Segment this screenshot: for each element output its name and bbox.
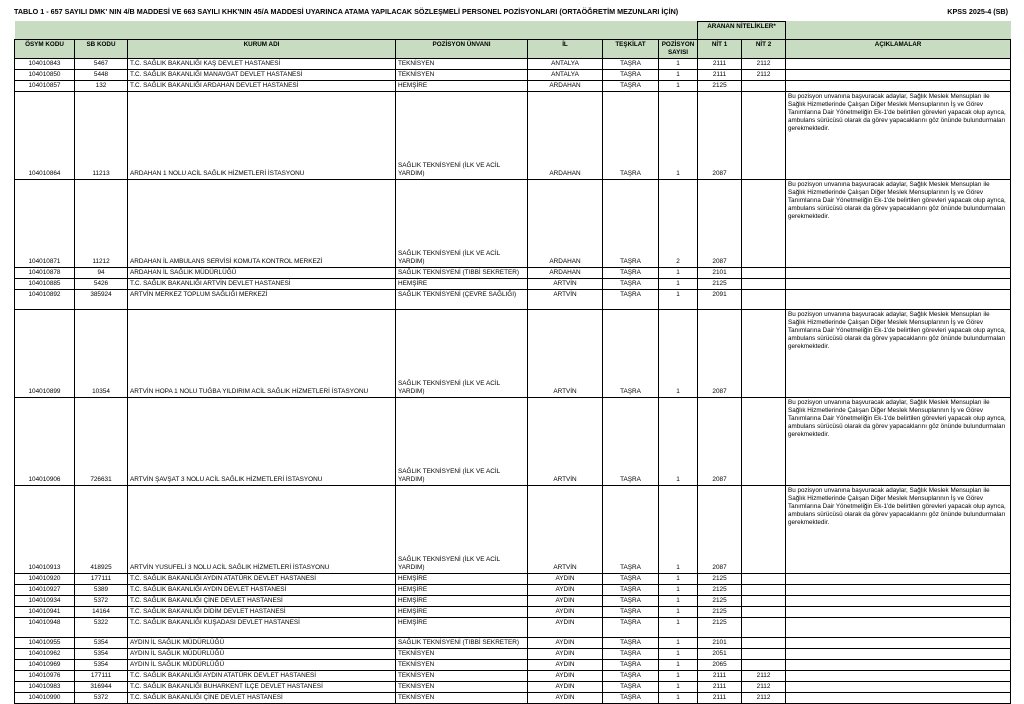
cell-aciklamalar	[786, 618, 1011, 638]
cell-il: ARDAHAN	[528, 81, 603, 92]
cell-sb-kodu: 5354	[75, 649, 128, 660]
cell-il: ARTVİN	[528, 398, 603, 486]
cell-aciklamalar	[786, 268, 1011, 279]
cell-il: ANTALYA	[528, 70, 603, 81]
cell-sb-kodu: 5467	[75, 59, 128, 70]
cell-kurum-adi: T.C. SAĞLIK BAKANLIĞI BUHARKENT İLÇE DEVLET HASTANESİ	[128, 682, 396, 693]
cell-sb-kodu: 5354	[75, 638, 128, 649]
cell-nit-2: 2112	[742, 682, 786, 693]
cell-nit-1: 2125	[698, 607, 742, 618]
cell-il: ANTALYA	[528, 59, 603, 70]
cell-aciklamalar	[786, 59, 1011, 70]
cell-osym-kodu: 104010892	[15, 290, 75, 310]
cell-nit-1: 2111	[698, 671, 742, 682]
cell-nit-1: 2125	[698, 585, 742, 596]
col-aciklamalar: AÇIKLAMALAR	[786, 40, 1011, 59]
cell-pozisyon-unvani: TEKNİSYEN	[396, 649, 528, 660]
table-row	[15, 574, 1011, 585]
cell-teskilat: TAŞRA	[603, 585, 659, 596]
table-row	[15, 486, 1011, 574]
cell-pozisyon-sayisi: 1	[659, 638, 698, 649]
cell-nit-1: 2087	[698, 398, 742, 486]
col-sb-kodu: SB KODU	[75, 40, 128, 59]
cell-osym-kodu: 104010899	[15, 310, 75, 398]
cell-teskilat: TAŞRA	[603, 660, 659, 671]
cell-pozisyon-unvani: SAĞLIK TEKNİSYENİ (İLK VE ACİL YARDIM)	[396, 92, 528, 180]
cell-pozisyon-sayisi: 1	[659, 671, 698, 682]
cell-nit-1: 2111	[698, 70, 742, 81]
cell-pozisyon-unvani: TEKNİSYEN	[396, 671, 528, 682]
cell-nit-2: 2112	[742, 70, 786, 81]
cell-il: AYDIN	[528, 671, 603, 682]
cell-nit-2	[742, 596, 786, 607]
cell-teskilat: TAŞRA	[603, 310, 659, 398]
cell-kurum-adi: T.C. SAĞLIK BAKANLIĞI AYDIN DEVLET HASTANESİ	[128, 585, 396, 596]
col-pozisyon-sayisi: POZİSYON SAYISI	[659, 40, 698, 59]
col-nit-1: NİT 1	[698, 40, 742, 59]
cell-nit-1: 2111	[698, 59, 742, 70]
cell-teskilat: TAŞRA	[603, 92, 659, 180]
cell-kurum-adi: ARTVİN MERKEZ TOPLUM SAĞLIĞI MERKEZİ	[128, 290, 396, 310]
cell-osym-kodu: 104010885	[15, 279, 75, 290]
cell-osym-kodu: 104010871	[15, 180, 75, 268]
cell-sb-kodu: 5354	[75, 660, 128, 671]
cell-kurum-adi: AYDIN İL SAĞLIK MÜDÜRLÜĞÜ	[128, 649, 396, 660]
cell-aciklamalar	[786, 649, 1011, 660]
cell-aciklamalar	[786, 671, 1011, 682]
cell-aciklamalar	[786, 290, 1011, 310]
cell-pozisyon-sayisi: 1	[659, 310, 698, 398]
cell-pozisyon-sayisi: 1	[659, 70, 698, 81]
cell-aciklamalar	[786, 638, 1011, 649]
cell-osym-kodu: 104010990	[15, 693, 75, 704]
cell-il: AYDIN	[528, 638, 603, 649]
cell-il: AYDIN	[528, 607, 603, 618]
col-il: İL	[528, 40, 603, 59]
cell-nit-2	[742, 486, 786, 574]
cell-nit-1: 2087	[698, 310, 742, 398]
col-osym-kodu: ÖSYM KODU	[15, 40, 75, 59]
cell-nit-2	[742, 290, 786, 310]
cell-aciklamalar	[786, 660, 1011, 671]
table-row	[15, 660, 1011, 671]
table-row	[15, 596, 1011, 607]
cell-il: ARTVİN	[528, 290, 603, 310]
cell-aciklamalar	[786, 585, 1011, 596]
cell-il: AYDIN	[528, 693, 603, 704]
exam-code: KPSS 2025-4 (SB)	[947, 7, 1008, 16]
cell-pozisyon-sayisi: 1	[659, 607, 698, 618]
cell-kurum-adi: AYDIN İL SAĞLIK MÜDÜRLÜĞÜ	[128, 638, 396, 649]
cell-kurum-adi: T.C. SAĞLIK BAKANLIĞI AYDIN ATATÜRK DEVLET HASTANESİ	[128, 574, 396, 585]
cell-aciklamalar	[786, 279, 1011, 290]
cell-kurum-adi: ARDAHAN 1 NOLU ACİL SAĞLIK HİZMETLERİ İSTASYONU	[128, 92, 396, 180]
cell-il: ARTVİN	[528, 310, 603, 398]
cell-nit-2	[742, 81, 786, 92]
cell-pozisyon-sayisi: 1	[659, 596, 698, 607]
cell-pozisyon-unvani: TEKNİSYEN	[396, 682, 528, 693]
cell-nit-1: 2125	[698, 81, 742, 92]
cell-kurum-adi: ARDAHAN İL AMBULANS SERVİSİ KOMUTA KONTROL MERKEZİ	[128, 180, 396, 268]
cell-pozisyon-unvani: TEKNİSYEN	[396, 660, 528, 671]
cell-pozisyon-unvani: SAĞLIK TEKNİSYENİ (İLK VE ACİL YARDIM)	[396, 180, 528, 268]
cell-kurum-adi: T.C. SAĞLIK BAKANLIĞI ÇİNE DEVLET HASTANESİ	[128, 693, 396, 704]
cell-osym-kodu: 104010955	[15, 638, 75, 649]
cell-kurum-adi: ARDAHAN İL SAĞLIK MÜDÜRLÜĞÜ	[128, 268, 396, 279]
cell-sb-kodu: 14164	[75, 607, 128, 618]
cell-aciklamalar	[786, 693, 1011, 704]
cell-nit-2: 2112	[742, 59, 786, 70]
cell-pozisyon-sayisi: 1	[659, 279, 698, 290]
cell-sb-kodu: 177111	[75, 574, 128, 585]
cell-aciklamalar: Bu pozisyon unvanına başvuracak adaylar, Sağlık Meslek Mensupları ile Sağlık Hizmetlerinde Çalışan Diğer Meslek Mensuplarının İş ve Görev Tanımlarına Dair Yönetmeliğin Ek-1'de belirtilen görevleri yapacak olup ayrıca, ambulans sürücüsü olarak da görev yapacaklarını göz önünde bulundurmaları gerekmektedir.	[786, 398, 1011, 486]
cell-sb-kodu: 5426	[75, 279, 128, 290]
cell-nit-2	[742, 638, 786, 649]
cell-teskilat: TAŞRA	[603, 290, 659, 310]
cell-pozisyon-sayisi: 1	[659, 574, 698, 585]
cell-pozisyon-unvani: TEKNİSYEN	[396, 693, 528, 704]
table-row	[15, 638, 1011, 649]
cell-nit-2	[742, 649, 786, 660]
cell-pozisyon-sayisi: 1	[659, 92, 698, 180]
cell-il: AYDIN	[528, 682, 603, 693]
table-body	[15, 59, 1011, 704]
cell-il: ARDAHAN	[528, 180, 603, 268]
page-title: TABLO 1 - 657 SAYILI DMK' NIN 4/B MADDESİ VE 663 SAYILI KHK'NIN 45/A MADDESİ UYARINCA ATAMA YAPILACAK SÖZLEŞMELİ PERSONEL POZİSYONLARI (ORTAÖĞRETİM MEZUNLARI İÇİN)	[14, 7, 679, 16]
cell-pozisyon-sayisi: 1	[659, 81, 698, 92]
cell-nit-2	[742, 180, 786, 268]
table-row	[15, 70, 1011, 81]
cell-nit-1: 2125	[698, 596, 742, 607]
cell-pozisyon-sayisi: 1	[659, 398, 698, 486]
cell-pozisyon-unvani: TEKNİSYEN	[396, 70, 528, 81]
cell-osym-kodu: 104010969	[15, 660, 75, 671]
cell-nit-2	[742, 607, 786, 618]
cell-aciklamalar	[786, 607, 1011, 618]
cell-osym-kodu: 104010920	[15, 574, 75, 585]
cell-kurum-adi: ARTVİN HOPA 1 NOLU TUĞBA YILDIRIM ACİL SAĞLIK HİZMETLERİ İSTASYONU	[128, 310, 396, 398]
cell-nit-2	[742, 585, 786, 596]
cell-il: AYDIN	[528, 596, 603, 607]
cell-teskilat: TAŞRA	[603, 268, 659, 279]
group-header-filler	[15, 21, 698, 40]
cell-sb-kodu: 5389	[75, 585, 128, 596]
cell-aciklamalar	[786, 596, 1011, 607]
cell-teskilat: TAŞRA	[603, 59, 659, 70]
cell-pozisyon-unvani: SAĞLIK TEKNİSYENİ (İLK VE ACİL YARDIM)	[396, 310, 528, 398]
cell-pozisyon-sayisi: 1	[659, 649, 698, 660]
table-row	[15, 180, 1011, 268]
cell-sb-kodu: 385924	[75, 290, 128, 310]
table-row	[15, 310, 1011, 398]
cell-kurum-adi: T.C. SAĞLIK BAKANLIĞI ARDAHAN DEVLET HASTANESİ	[128, 81, 396, 92]
cell-pozisyon-unvani: HEMŞİRE	[396, 618, 528, 638]
cell-teskilat: TAŞRA	[603, 649, 659, 660]
col-pozisyon-unvani: POZİSYON ÜNVANI	[396, 40, 528, 59]
cell-osym-kodu: 104010913	[15, 486, 75, 574]
cell-teskilat: TAŞRA	[603, 607, 659, 618]
cell-pozisyon-sayisi: 1	[659, 660, 698, 671]
cell-pozisyon-sayisi: 2	[659, 180, 698, 268]
cell-sb-kodu: 5322	[75, 618, 128, 638]
cell-teskilat: TAŞRA	[603, 398, 659, 486]
document-header	[14, 8, 1010, 17]
cell-nit-2: 2112	[742, 693, 786, 704]
table-row	[15, 585, 1011, 596]
cell-nit-2	[742, 618, 786, 638]
cell-il: AYDIN	[528, 649, 603, 660]
cell-nit-2	[742, 574, 786, 585]
cell-kurum-adi: AYDIN İL SAĞLIK MÜDÜRLÜĞÜ	[128, 660, 396, 671]
cell-nit-1: 2087	[698, 486, 742, 574]
cell-il: AYDIN	[528, 574, 603, 585]
cell-nit-1: 2065	[698, 660, 742, 671]
cell-pozisyon-unvani: HEMŞİRE	[396, 574, 528, 585]
cell-nit-1: 2051	[698, 649, 742, 660]
cell-il: ARDAHAN	[528, 268, 603, 279]
cell-teskilat: TAŞRA	[603, 682, 659, 693]
cell-osym-kodu: 104010878	[15, 268, 75, 279]
cell-osym-kodu: 104010934	[15, 596, 75, 607]
cell-nit-1: 2125	[698, 574, 742, 585]
cell-pozisyon-sayisi: 1	[659, 693, 698, 704]
table-row	[15, 290, 1011, 310]
cell-sb-kodu: 418925	[75, 486, 128, 574]
cell-nit-1: 2125	[698, 279, 742, 290]
cell-il: ARDAHAN	[528, 92, 603, 180]
cell-nit-2	[742, 279, 786, 290]
cell-osym-kodu: 104010962	[15, 649, 75, 660]
cell-teskilat: TAŞRA	[603, 638, 659, 649]
col-teskilat: TEŞKİLAT	[603, 40, 659, 59]
cell-sb-kodu: 5448	[75, 70, 128, 81]
cell-kurum-adi: T.C. SAĞLIK BAKANLIĞI MANAVGAT DEVLET HASTANESİ	[128, 70, 396, 81]
cell-pozisyon-unvani: HEMŞİRE	[396, 607, 528, 618]
cell-teskilat: TAŞRA	[603, 180, 659, 268]
cell-aciklamalar	[786, 574, 1011, 585]
cell-pozisyon-sayisi: 1	[659, 268, 698, 279]
table-row	[15, 649, 1011, 660]
cell-osym-kodu: 104010864	[15, 92, 75, 180]
table-row	[15, 92, 1011, 180]
cell-nit-2	[742, 268, 786, 279]
cell-sb-kodu: 10354	[75, 310, 128, 398]
cell-aciklamalar	[786, 682, 1011, 693]
cell-pozisyon-unvani: SAĞLIK TEKNİSYENİ (ÇEVRE SAĞLIĞI)	[396, 290, 528, 310]
cell-nit-1: 2111	[698, 693, 742, 704]
cell-nit-1: 2125	[698, 618, 742, 638]
cell-pozisyon-sayisi: 1	[659, 585, 698, 596]
cell-osym-kodu: 104010927	[15, 585, 75, 596]
cell-pozisyon-unvani: SAĞLIK TEKNİSYENİ (TIBBİ SEKRETER)	[396, 638, 528, 649]
cell-osym-kodu: 104010857	[15, 81, 75, 92]
cell-aciklamalar	[786, 81, 1011, 92]
cell-nit-2	[742, 660, 786, 671]
cell-nit-1: 2087	[698, 180, 742, 268]
cell-nit-1: 2091	[698, 290, 742, 310]
table-row	[15, 693, 1011, 704]
cell-nit-2	[742, 92, 786, 180]
cell-nit-1: 2101	[698, 638, 742, 649]
cell-nit-2	[742, 310, 786, 398]
table-row	[15, 618, 1011, 638]
cell-pozisyon-unvani: SAĞLIK TEKNİSYENİ (İLK VE ACİL YARDIM)	[396, 486, 528, 574]
cell-sb-kodu: 5372	[75, 693, 128, 704]
cell-kurum-adi: T.C. SAĞLIK BAKANLIĞI DİDİM DEVLET HASTANESİ	[128, 607, 396, 618]
cell-osym-kodu: 104010850	[15, 70, 75, 81]
cell-osym-kodu: 104010983	[15, 682, 75, 693]
table-row	[15, 682, 1011, 693]
cell-osym-kodu: 104010976	[15, 671, 75, 682]
group-header-aranan-nitelikler: ARANAN NİTELİKLER*	[698, 21, 786, 40]
cell-teskilat: TAŞRA	[603, 81, 659, 92]
cell-osym-kodu: 104010906	[15, 398, 75, 486]
cell-sb-kodu: 726631	[75, 398, 128, 486]
cell-pozisyon-unvani: HEMŞİRE	[396, 279, 528, 290]
cell-teskilat: TAŞRA	[603, 70, 659, 81]
cell-kurum-adi: ARTVİN ŞAVŞAT 3 NOLU ACİL SAĞLIK HİZMETLERİ İSTASYONU	[128, 398, 396, 486]
cell-pozisyon-unvani: SAĞLIK TEKNİSYENİ (TIBBİ SEKRETER)	[396, 268, 528, 279]
table-row	[15, 279, 1011, 290]
cell-aciklamalar: Bu pozisyon unvanına başvuracak adaylar, Sağlık Meslek Mensupları ile Sağlık Hizmetlerinde Çalışan Diğer Meslek Mensuplarının İş ve Görev Tanımlarına Dair Yönetmeliğin Ek-1'de belirtilen görevleri yapacak olup ayrıca, ambulans sürücüsü olarak da görev yapacaklarını göz önünde bulundurmaları gerekmektedir.	[786, 180, 1011, 268]
table-row	[15, 398, 1011, 486]
positions-table	[14, 21, 1011, 704]
cell-nit-2: 2112	[742, 671, 786, 682]
cell-osym-kodu: 104010948	[15, 618, 75, 638]
cell-sb-kodu: 132	[75, 81, 128, 92]
cell-nit-1: 2087	[698, 92, 742, 180]
cell-nit-1: 2111	[698, 682, 742, 693]
table-row	[15, 81, 1011, 92]
cell-il: AYDIN	[528, 660, 603, 671]
cell-sb-kodu: 94	[75, 268, 128, 279]
cell-teskilat: TAŞRA	[603, 693, 659, 704]
group-header-row	[15, 21, 1011, 40]
cell-teskilat: TAŞRA	[603, 596, 659, 607]
cell-teskilat: TAŞRA	[603, 671, 659, 682]
cell-il: AYDIN	[528, 585, 603, 596]
table-row	[15, 607, 1011, 618]
cell-pozisyon-unvani: HEMŞİRE	[396, 585, 528, 596]
cell-teskilat: TAŞRA	[603, 618, 659, 638]
cell-kurum-adi: T.C. SAĞLIK BAKANLIĞI ARTVİN DEVLET HASTANESİ	[128, 279, 396, 290]
cell-sb-kodu: 177111	[75, 671, 128, 682]
cell-pozisyon-sayisi: 1	[659, 290, 698, 310]
cell-nit-1: 2101	[698, 268, 742, 279]
cell-teskilat: TAŞRA	[603, 279, 659, 290]
table-head	[15, 21, 1011, 59]
cell-pozisyon-unvani: HEMŞİRE	[396, 596, 528, 607]
cell-sb-kodu: 5372	[75, 596, 128, 607]
cell-pozisyon-sayisi: 1	[659, 59, 698, 70]
cell-aciklamalar	[786, 70, 1011, 81]
table-row	[15, 59, 1011, 70]
cell-nit-2	[742, 398, 786, 486]
cell-kurum-adi: ARTVİN YUSUFELİ 3 NOLU ACİL SAĞLIK HİZMETLERİ İSTASYONU	[128, 486, 396, 574]
group-header-filler-right	[786, 21, 1011, 40]
cell-pozisyon-unvani: SAĞLIK TEKNİSYENİ (İLK VE ACİL YARDIM)	[396, 398, 528, 486]
col-nit-2: NİT 2	[742, 40, 786, 59]
cell-aciklamalar: Bu pozisyon unvanına başvuracak adaylar, Sağlık Meslek Mensupları ile Sağlık Hizmetlerinde Çalışan Diğer Meslek Mensuplarının İş ve Görev Tanımlarına Dair Yönetmeliğin Ek-1'de belirtilen görevleri yapacak olup ayrıca, ambulans sürücüsü olarak da görev yapacaklarını göz önünde bulundurmaları gerekmektedir.	[786, 310, 1011, 398]
cell-sb-kodu: 316944	[75, 682, 128, 693]
cell-kurum-adi: T.C. SAĞLIK BAKANLIĞI AYDIN ATATÜRK DEVLET HASTANESİ	[128, 671, 396, 682]
cell-teskilat: TAŞRA	[603, 574, 659, 585]
cell-il: ARTVİN	[528, 486, 603, 574]
cell-aciklamalar: Bu pozisyon unvanına başvuracak adaylar, Sağlık Meslek Mensupları ile Sağlık Hizmetlerinde Çalışan Diğer Meslek Mensuplarının İş ve Görev Tanımlarına Dair Yönetmeliğin Ek-1'de belirtilen görevleri yapacak olup ayrıca, ambulans sürücüsü olarak da görev yapacaklarını göz önünde bulundurmaları gerekmektedir.	[786, 486, 1011, 574]
cell-osym-kodu: 104010843	[15, 59, 75, 70]
cell-sb-kodu: 11213	[75, 92, 128, 180]
cell-kurum-adi: T.C. SAĞLIK BAKANLIĞI ÇİNE DEVLET HASTANESİ	[128, 596, 396, 607]
cell-il: ARTVİN	[528, 279, 603, 290]
cell-teskilat: TAŞRA	[603, 486, 659, 574]
cell-pozisyon-unvani: HEMŞİRE	[396, 81, 528, 92]
table-row	[15, 671, 1011, 682]
cell-pozisyon-sayisi: 1	[659, 682, 698, 693]
cell-pozisyon-sayisi: 1	[659, 486, 698, 574]
cell-sb-kodu: 11212	[75, 180, 128, 268]
cell-pozisyon-sayisi: 1	[659, 618, 698, 638]
cell-aciklamalar: Bu pozisyon unvanına başvuracak adaylar, Sağlık Meslek Mensupları ile Sağlık Hizmetlerinde Çalışan Diğer Meslek Mensuplarının İş ve Görev Tanımlarına Dair Yönetmeliğin Ek-1'de belirtilen görevleri yapacak olup ayrıca, ambulans sürücüsü olarak da görev yapacaklarını göz önünde bulundurmaları gerekmektedir.	[786, 92, 1011, 180]
col-kurum-adi: KURUM ADI	[128, 40, 396, 59]
cell-pozisyon-unvani: TEKNİSYEN	[396, 59, 528, 70]
cell-il: AYDIN	[528, 618, 603, 638]
column-header-row	[15, 40, 1011, 59]
cell-kurum-adi: T.C. SAĞLIK BAKANLIĞI KAŞ DEVLET HASTANESİ	[128, 59, 396, 70]
cell-osym-kodu: 104010941	[15, 607, 75, 618]
cell-kurum-adi: T.C. SAĞLIK BAKANLIĞI KUŞADASI DEVLET HASTANESİ	[128, 618, 396, 638]
table-row	[15, 268, 1011, 279]
